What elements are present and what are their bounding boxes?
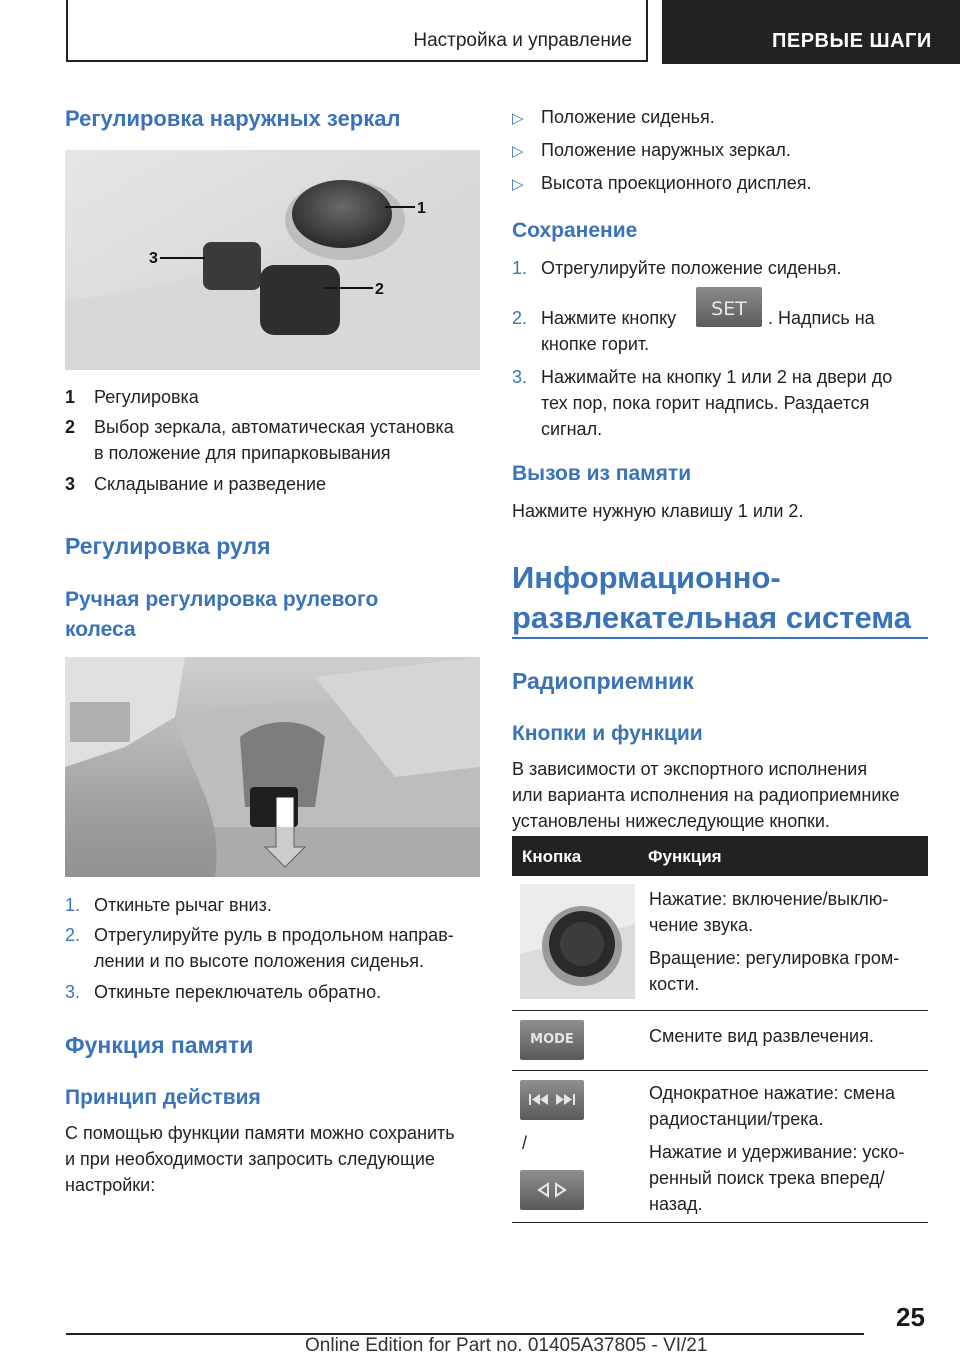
mirrors-heading: Регулировка наружных зеркал <box>65 106 401 131</box>
skip-forward-icon <box>556 1094 575 1105</box>
recall-text: Нажмите нужную клавишу 1 или 2. <box>512 501 804 521</box>
list-item: 2. Отрегулируйте руль в продольном направ- лении и по высоте положения сиденья. <box>65 925 454 971</box>
volume-knob-image <box>520 884 635 999</box>
save-heading: Сохранение <box>512 219 638 242</box>
radio-paragraph-line2: или варианта исполнения на радиоприемнике <box>512 785 900 805</box>
buttons-table-header <box>512 836 928 876</box>
skip-back-icon <box>529 1094 548 1105</box>
header-section-title: Настройка и управление <box>413 30 632 51</box>
column-header-button: Кнопка <box>522 847 582 866</box>
steering-subheading-line2: колеса <box>65 618 136 641</box>
table-divider <box>512 1070 928 1071</box>
seek-buttons-image <box>520 1080 584 1120</box>
figure-label-3: 3 <box>149 250 158 267</box>
page-number: 25 <box>896 1302 925 1332</box>
triangle-bullet-icon: ▷ <box>512 143 524 160</box>
footer-edition: Online Edition for Part no. 01405A37805 - VI/21 <box>305 1335 708 1356</box>
bullet-item: ▷ Положение наружных зеркал. <box>512 140 791 160</box>
list-item: 3. Нажимайте на кнопку 1 или 2 на двери до тех пор, пока горит надпись. Раздается сигнал. <box>512 367 893 439</box>
button-separator: / <box>522 1133 528 1153</box>
legend-item: 2 Выбор зеркала, автоматическая установка в положение для припарковывания <box>65 417 454 463</box>
figure-label-2: 2 <box>375 281 384 298</box>
memory-paragraph-line2: и при необходимости запросить следующие <box>65 1149 435 1169</box>
bullet-item: ▷ Высота проекционного дисплея. <box>512 173 812 193</box>
infotainment-heading-line1: Информационно- <box>512 560 781 595</box>
header-chapter-title: ПЕРВЫЕ ШАГИ <box>772 30 932 52</box>
header-chapter-tab <box>662 0 960 64</box>
triangle-bullet-icon: ▷ <box>512 176 524 193</box>
infotainment-heading-line2: развлекательная система <box>512 600 912 635</box>
steering-lever-photo <box>65 657 480 877</box>
radio-subheading: Кнопки и функции <box>512 722 703 745</box>
bullet-item: ▷ Положение сиденья. <box>512 107 715 127</box>
triangle-bullet-icon: ▷ <box>512 110 524 127</box>
recall-heading: Вызов из памяти <box>512 462 692 485</box>
list-item: 2. Нажмите кнопку SET . Надпись на кнопке горит. <box>512 305 928 357</box>
memory-paragraph-line3: настройки: <box>65 1175 156 1195</box>
memory-subheading: Принцип действия <box>65 1086 261 1109</box>
arrow-right-icon <box>556 1184 565 1196</box>
arrow-left-icon <box>539 1184 548 1196</box>
arrow-buttons-image <box>520 1170 584 1210</box>
memory-heading: Функция памяти <box>65 1032 254 1058</box>
steering-subheading-line1: Ручная регулировка рулевого <box>65 588 379 611</box>
table-divider <box>512 1010 928 1011</box>
set-button-image: SET <box>696 287 762 327</box>
heading-underline <box>512 637 928 639</box>
radio-heading: Радиоприемник <box>512 668 694 694</box>
header-section-box <box>66 0 648 62</box>
radio-paragraph-line1: В зависимости от экспортного исполнения <box>512 759 868 779</box>
figure-label-1: 1 <box>417 200 426 217</box>
steering-heading: Регулировка руля <box>65 533 271 559</box>
table-divider <box>512 1222 928 1223</box>
mode-button-image: MODE <box>520 1020 584 1060</box>
column-header-function: Функция <box>648 847 722 866</box>
radio-paragraph-line3: установлены нижеследующие кнопки. <box>512 811 830 831</box>
mirror-controls-photo <box>65 150 480 370</box>
memory-paragraph-line1: С помощью функции памяти можно сохранить <box>65 1123 455 1143</box>
